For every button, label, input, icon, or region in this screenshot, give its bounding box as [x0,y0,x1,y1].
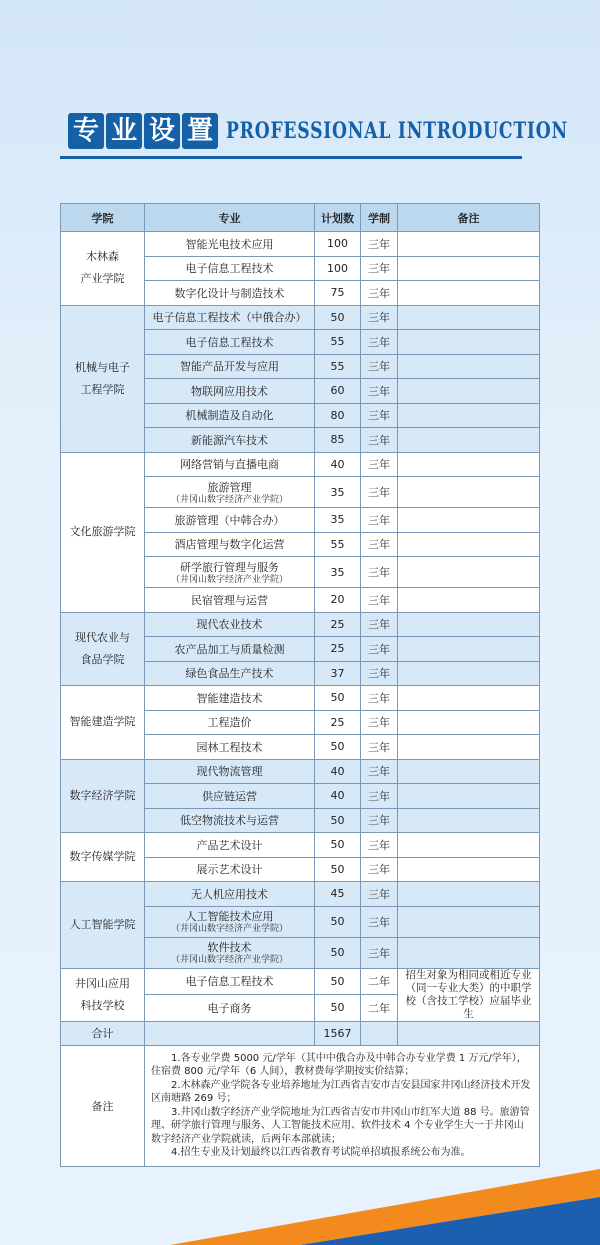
major-name: 民宿管理与运营 [191,593,268,607]
major-cell [145,906,315,937]
table-row [61,305,540,330]
major-name: 人工智能技术应用 [185,910,274,923]
title-char: 业 [106,113,142,149]
major-name: 电子信息工程技术 [185,975,274,989]
major-name: 电子信息工程技术（中俄合办） [152,311,307,325]
note-cell [398,808,540,833]
major-cell [145,710,315,735]
plan-count-cell: 35 [315,477,361,508]
plan-count-cell: 50 [315,968,361,995]
plan-count-cell: 40 [315,452,361,477]
college-name-line: 文化旅游学院 [69,525,136,538]
major-cell [145,661,315,686]
plan-count-cell: 55 [315,532,361,557]
major-campus-note: （井冈山数字经济产业学院） [170,955,288,965]
college-name-line: 机械与电子 [75,360,130,374]
duration-cell: 三年 [361,232,398,257]
major-campus-note: （井冈山数字经济产业学院） [170,494,288,505]
major-name: 智能光电技术应用 [185,237,274,251]
major-cell [145,256,315,281]
duration-cell: 三年 [361,857,398,882]
plan-count-cell: 100 [315,256,361,281]
plan-count-cell: 50 [315,808,361,833]
table-row [61,612,540,637]
note-cell [398,882,540,907]
major-cell [145,968,315,995]
duration-cell: 三年 [361,477,398,508]
duration-cell: 二年 [361,968,398,995]
col-header-major: 专业 [145,204,315,232]
major-name: 新能源汽车技术 [191,433,268,447]
major-name: 现代物流管理 [196,765,263,779]
note-cell [398,232,540,257]
major-name: 酒店管理与数字化运营 [174,538,285,552]
major-campus-note: （井冈山数字经济产业学院） [170,574,288,585]
duration-cell: 三年 [361,710,398,735]
major-name: 供应链运营 [202,789,257,803]
major-name: 园林工程技术 [196,740,263,754]
plan-count-cell: 50 [315,857,361,882]
remarks-row [61,1045,540,1166]
note-cell [398,379,540,404]
plan-count-cell: 50 [315,305,361,330]
college-name-line: 数字经济学院 [69,788,136,802]
plan-count-cell: 25 [315,612,361,637]
duration-cell: 三年 [361,305,398,330]
plan-count-cell: 50 [315,937,361,968]
orange-stripe [170,1169,600,1245]
major-cell [145,995,315,1022]
duration-cell: 三年 [361,612,398,637]
college-name-line: 工程学院 [80,382,125,396]
plan-count-cell: 40 [315,759,361,784]
total-empty [398,1021,540,1045]
table-row [61,759,540,784]
duration-cell: 三年 [361,735,398,760]
plan-count-cell: 35 [315,508,361,533]
major-cell [145,428,315,453]
plan-count-cell: 75 [315,281,361,306]
duration-cell: 三年 [361,428,398,453]
major-cell [145,557,315,588]
duration-cell: 三年 [361,403,398,428]
college-cell [61,686,145,760]
table-body [61,232,540,1167]
remark-item: 2.木林森产业学院各专业培养地址为江西省吉安市吉安县国家井冈山经济技术开发区南塘路 269 号； [151,1079,531,1104]
college-cell [61,305,145,452]
note-cell [398,532,540,557]
note-cell [398,784,540,809]
college-cell [61,882,145,969]
col-header-note: 备注 [398,204,540,232]
college-cell [61,612,145,686]
note-cell [398,906,540,937]
col-header-plan: 计划数 [315,204,361,232]
note-cell [398,281,540,306]
major-name: 电子信息工程技术 [185,335,274,349]
major-name: 物联网应用技术 [191,384,268,398]
major-name: 网络营销与直播电商 [180,458,279,472]
duration-cell: 三年 [361,557,398,588]
college-name-line: 井冈山应用 [75,976,130,990]
major-cell [145,588,315,613]
table-row [61,686,540,711]
major-cell [145,379,315,404]
major-cell [145,784,315,809]
plan-count-cell: 50 [315,995,361,1022]
table-row [61,232,540,257]
duration-cell: 三年 [361,330,398,355]
duration-cell: 三年 [361,588,398,613]
duration-cell: 三年 [361,532,398,557]
note-cell [398,354,540,379]
plan-count-cell: 60 [315,379,361,404]
major-cell [145,686,315,711]
major-name: 展示艺术设计 [196,863,263,877]
major-name: 数字化设计与制造技术 [174,286,285,300]
note-cell [398,403,540,428]
page-header [60,110,568,162]
plan-count-cell: 55 [315,354,361,379]
note-cell [398,857,540,882]
table-row [61,833,540,858]
major-table [60,203,540,1167]
note-cell [398,759,540,784]
major-name: 机械制造及自动化 [185,409,274,423]
college-name-line: 现代农业与 [75,630,130,644]
remarks-label: 备注 [61,1045,145,1166]
note-cell [398,256,540,281]
plan-count-cell: 20 [315,588,361,613]
note-cell [398,588,540,613]
plan-count-cell: 55 [315,330,361,355]
plan-count-cell: 50 [315,906,361,937]
major-name: 旅游管理 [207,480,252,494]
duration-cell: 三年 [361,452,398,477]
duration-cell: 三年 [361,661,398,686]
title-char: 专 [68,113,104,149]
college-cell [61,759,145,833]
note-cell [398,937,540,968]
major-name: 智能建造技术 [196,691,263,705]
major-name: 智能产品开发与应用 [180,360,279,374]
plan-count-cell: 85 [315,428,361,453]
plan-count-cell: 37 [315,661,361,686]
title-underline [60,156,522,159]
note-cell: 招生对象为相同或相近专业（同一专业大类）的中职学校（含技工学校）应届毕业生 [398,968,540,1021]
major-cell [145,354,315,379]
note-cell [398,477,540,508]
note-cell [398,452,540,477]
college-name-line: 科技学校 [80,998,125,1012]
note-cell [398,710,540,735]
note-cell [398,305,540,330]
college-cell [61,968,145,1021]
major-name: 无人机应用技术 [191,887,268,901]
major-cell [145,612,315,637]
remarks-text [145,1045,540,1166]
total-value: 1567 [315,1021,361,1045]
table-row [61,882,540,907]
major-cell [145,281,315,306]
duration-cell: 三年 [361,637,398,662]
college-cell [61,452,145,612]
plan-count-cell: 80 [315,403,361,428]
plan-count-cell: 25 [315,710,361,735]
note-cell [398,833,540,858]
title-en: PROFESSIONAL INTRODUCTION [226,118,568,144]
note-cell [398,661,540,686]
college-name-line: 木林森 [86,250,119,264]
duration-cell: 三年 [361,833,398,858]
remark-item: 4.招生专业及计划最终以江西省教育考试院单招填报系统公布为准。 [171,1147,471,1158]
major-name: 绿色食品生产技术 [185,667,274,681]
title-char: 置 [182,113,218,149]
duration-cell: 二年 [361,995,398,1022]
plan-count-cell: 50 [315,735,361,760]
major-cell [145,882,315,907]
major-name: 工程造价 [207,716,252,730]
plan-count-cell: 40 [315,784,361,809]
title-cn [60,110,226,152]
total-row [61,1021,540,1045]
plan-count-cell: 35 [315,557,361,588]
major-cell [145,305,315,330]
major-cell [145,735,315,760]
table-header-row [61,204,540,232]
major-cell [145,937,315,968]
major-cell [145,532,315,557]
title-char: 设 [144,113,180,149]
major-name: 电子商务 [207,1001,252,1015]
duration-cell: 三年 [361,508,398,533]
plan-count-cell: 25 [315,637,361,662]
note-cell [398,735,540,760]
major-name: 现代农业技术 [196,618,263,632]
decorative-stripe [0,1155,600,1245]
duration-cell: 三年 [361,256,398,281]
major-cell [145,232,315,257]
remark-item: 1.各专业学费 5000 元/学年（其中中俄合办及中韩合办专业学费 1 万元/学年），住宿费 800 元/学年（6 人间），教材费每学期按实价结算； [151,1052,527,1077]
duration-cell: 三年 [361,808,398,833]
college-name-line: 产业学院 [80,272,125,286]
major-cell [145,330,315,355]
major-name: 农产品加工与质量检测 [174,642,285,656]
total-label: 合计 [61,1021,145,1045]
blue-stripe [300,1197,600,1245]
major-cell [145,477,315,508]
total-empty [145,1021,315,1045]
duration-cell: 三年 [361,784,398,809]
note-cell [398,557,540,588]
plan-count-cell: 100 [315,232,361,257]
duration-cell: 三年 [361,354,398,379]
major-name: 低空物流技术与运营 [180,814,279,828]
note-cell [398,612,540,637]
major-campus-note: （井冈山数字经济产业学院） [170,924,288,934]
plan-count-cell: 45 [315,882,361,907]
plan-count-cell: 50 [315,833,361,858]
college-cell [61,232,145,306]
note-cell [398,686,540,711]
remark-item: 3.井冈山数字经济产业学院地址为江西省吉安市井冈山市红军大道 88 号。旅游管理、研学旅行管理与服务、人工智能技术应用、软件技术 4 个专业学生大一于井冈山数字经济产业学院就读，后两年本部就读； [151,1106,530,1145]
major-name: 旅游管理（中韩合办） [174,513,285,527]
major-cell [145,508,315,533]
major-cell [145,637,315,662]
note-cell [398,508,540,533]
note-cell [398,330,540,355]
duration-cell: 三年 [361,281,398,306]
major-cell [145,759,315,784]
college-name-line: 食品学院 [80,652,125,666]
table-row [61,968,540,995]
college-name-line: 人工智能学院 [69,917,136,931]
note-cell [398,637,540,662]
duration-cell: 三年 [361,759,398,784]
duration-cell: 三年 [361,379,398,404]
table-row [61,452,540,477]
major-name: 产品艺术设计 [196,838,263,852]
college-name-line: 智能建造学院 [69,715,136,729]
total-empty [361,1021,398,1045]
major-cell [145,808,315,833]
duration-cell: 三年 [361,686,398,711]
duration-cell: 三年 [361,882,398,907]
major-cell [145,857,315,882]
col-header-years: 学制 [361,204,398,232]
col-header-college: 学院 [61,204,145,232]
major-name: 研学旅行管理与服务 [180,560,279,574]
major-cell [145,403,315,428]
major-cell [145,833,315,858]
duration-cell: 三年 [361,906,398,937]
note-cell [398,428,540,453]
duration-cell: 三年 [361,937,398,968]
major-name: 电子信息工程技术 [185,262,274,276]
major-cell [145,452,315,477]
plan-count-cell: 50 [315,686,361,711]
major-name: 软件技术 [207,941,252,954]
college-cell [61,833,145,882]
college-name-line: 数字传媒学院 [69,850,136,863]
